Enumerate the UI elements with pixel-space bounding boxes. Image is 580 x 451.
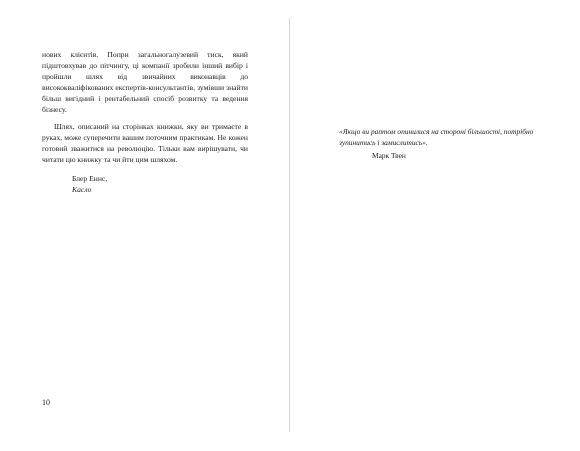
- page-number: 10: [42, 398, 50, 407]
- paragraph-1: нових клієнтів. Попри загальногалузевий тиск, який підштовхував до пітчингу, ці компанії зробили інший вибір і пройшли шлях від звичайних виконавців до висококваліфікованих експертів-консультантів, зумівши знайти більш вигідний і рентабельний спосіб розвитку та ведення бізнесу.: [42, 50, 248, 115]
- signature-name: Блер Еннс,: [72, 173, 108, 183]
- signature-organization: Kaсло: [72, 185, 92, 195]
- body-text: [42, 49, 248, 195]
- page-gutter-divider: [289, 18, 290, 432]
- paragraph-2: Шлях, описаний на сторінках книжки, яку ви тримаєте в руках, може суперечити вашим поточним практикам. Не кожен готовий зважитися на революцію. Тільки вам вирішувати, чи читати цю книжку та чи йти цим шляхом.: [42, 121, 248, 164]
- signature-block: [42, 173, 248, 195]
- right-page: [291, 0, 580, 451]
- epigraph-author: Марк Твен: [372, 151, 406, 160]
- left-page: [0, 0, 289, 451]
- epigraph-quote: «Якщо ви раптом опинилися на стороні більшості, потрібно зупинитись і замислитись».: [339, 127, 534, 148]
